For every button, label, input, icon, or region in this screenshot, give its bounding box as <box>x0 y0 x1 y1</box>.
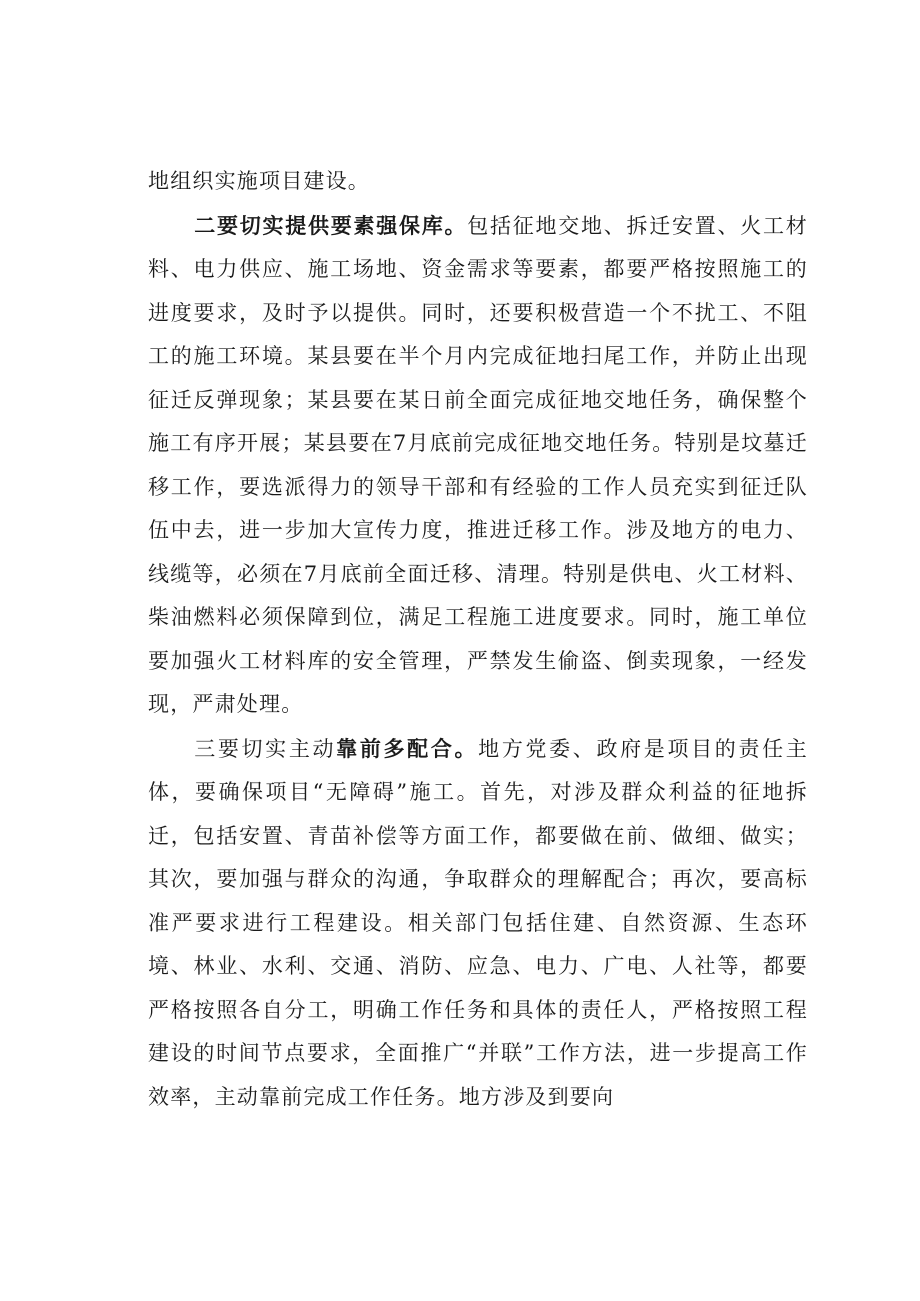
section-heading: 二要切实提供要素强保库。 <box>194 212 468 238</box>
paragraph-text: 地组织实施项目建设。 <box>148 169 370 193</box>
paragraph-section-two <box>148 204 808 727</box>
paragraph-section-three <box>148 727 808 1120</box>
paragraph-text: 地方党委、政府是项目的责任主体，要确保项目“无障碍”施工。首先，对涉及群众利益的征地拆迁，包括安置、青苗补偿等方面工作，都要做在前、做细、做实；其次，要加强与群众的沟通，争取群众的理解配合；再次，要高标准严要求进行工程建设。相关部门包括住建、自然资源、生态环境、林业、水利、交通、消防、应急、电力、广电、人社等，都要严格按照各自分工，明确工作任务和具体的责任人，严格按照工程建设的时间节点要求，全面推广“并联”工作方法，进一步提高工作效率，主动靠前完成工作任务。地方涉及到要向 <box>148 736 808 1109</box>
section-heading: 靠前多配合。 <box>336 735 479 761</box>
section-heading-plain: 三要切实主动 <box>194 736 337 761</box>
paragraph-text: 包括征地交地、拆迁安置、火工材料、电力供应、施工场地、资金需求等要素，都要严格按照施工的进度要求，及时予以提供。同时，还要积极营造一个不扰工、不阻工的施工环境。某县要在半个月内完成征地扫尾工作，并防止出现征迁反弹现象；某县要在某日前全面完成征地交地任务，确保整个施工有序开展；某县要在7月底前完成征地交地任务。特别是坟墓迁移工作，要选派得力的领导干部和有经验的工作人员充实到征迁队伍中去，进一步加大宣传力度，推进迁移工作。涉及地方的电力、线缆等，必须在7月底前全面迁移、清理。特别是供电、火工材料、柴油燃料必须保障到位，满足工程施工进度要求。同时，施工单位要加强火工材料库的安全管理，严禁发生偷盗、倒卖现象，一经发现，严肃处理。 <box>148 213 809 716</box>
document-body <box>148 160 808 1119</box>
paragraph-continuation <box>148 160 808 204</box>
